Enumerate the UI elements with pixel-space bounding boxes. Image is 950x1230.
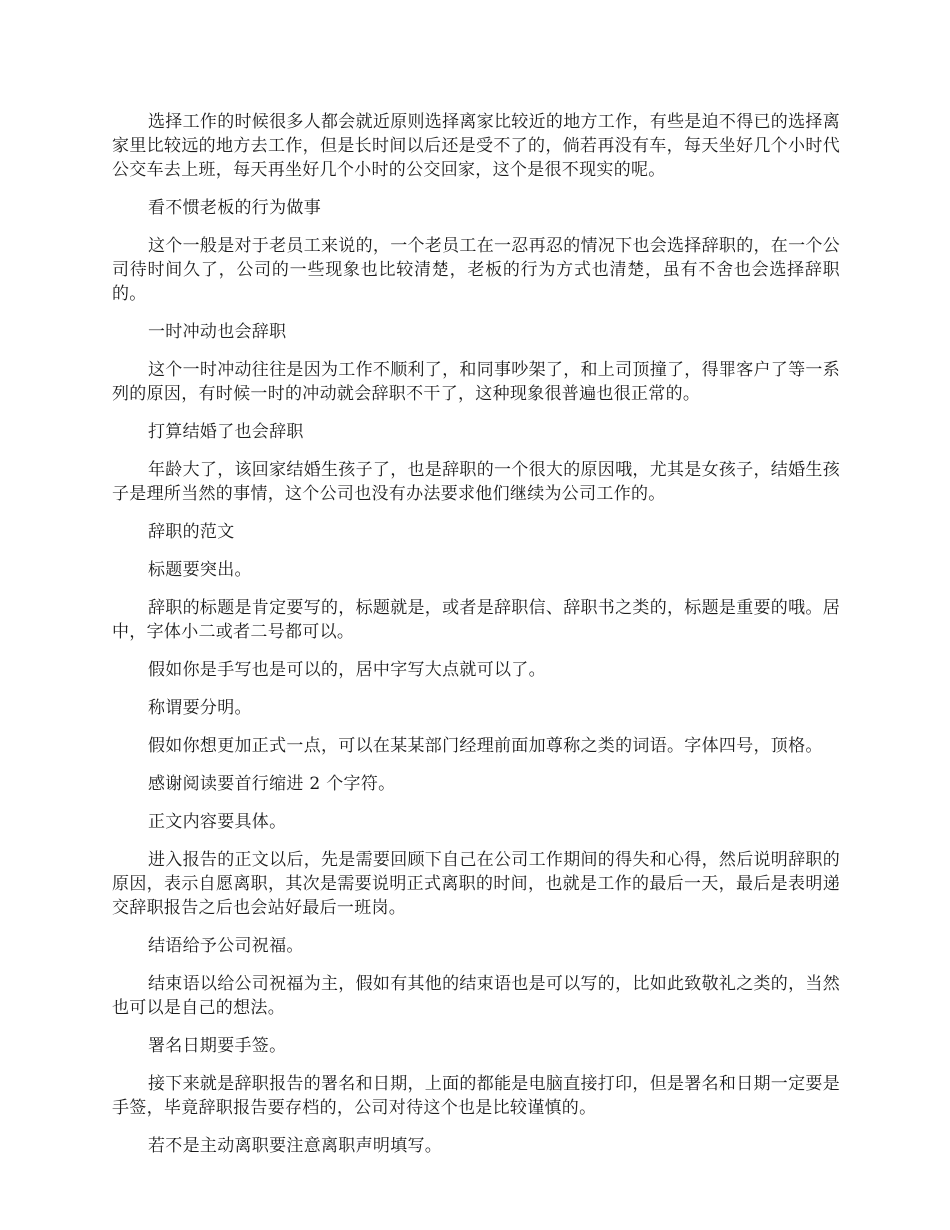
paragraph-commute: 选择工作的时候很多人都会就近原则选择离家比较近的地方工作，有些是迫不得已的选择离家里比较远的地方去工作，但是长时间以后还是受不了的，倘若再没有车，每天坐好几个小时代公交车去上班，每天再坐好几个小时的公交回家，这个是很不现实的呢。	[112, 112, 840, 180]
paragraph-signature: 接下来就是辞职报告的署名和日期，上面的都能是电脑直接打印，但是署名和日期一定要是手签，毕竟辞职报告要存档的，公司对待这个也是比较谨慎的。	[112, 1074, 840, 1118]
paragraph-closing: 结束语以给公司祝福为主，假如有其他的结束语也是可以写的，比如此致敬礼之类的，当然也可以是自己的想法。	[112, 974, 840, 1018]
heading-boss-behavior: 看不惯老板的行为做事	[148, 198, 321, 218]
heading-sample: 辞职的范文	[148, 522, 235, 542]
heading-closing: 结语给予公司祝福。	[148, 936, 304, 956]
document-body	[112, 110, 840, 1172]
paragraph-boss-behavior: 这个一般是对于老员工来说的，一个老员工在一忍再忍的情况下也会选择辞职的，在一个公司待时间久了，公司的一些现象也比较清楚，老板的行为方式也清楚，虽有不舍也会选择辞职的。	[112, 236, 840, 304]
heading-body-content: 正文内容要具体。	[148, 812, 287, 832]
heading-involuntary: 若不是主动离职要注意离职声明填写。	[148, 1136, 443, 1156]
paragraph-marriage: 年龄大了，该回家结婚生孩子了，也是辞职的一个很大的原因哦，尤其是女孩子，结婚生孩子是理所当然的事情，这个公司也没有办法要求他们继续为公司工作的。	[112, 460, 840, 504]
paragraph-handwritten: 假如你是手写也是可以的，居中字写大点就可以了。	[148, 660, 546, 680]
heading-title-tip: 标题要突出。	[148, 560, 252, 580]
paragraph-indent: 感谢阅读要首行缩进 2 个字符。	[148, 774, 396, 794]
heading-marriage: 打算结婚了也会辞职	[148, 422, 304, 442]
heading-impulse: 一时冲动也会辞职	[148, 322, 287, 342]
paragraph-impulse: 这个一时冲动往往是因为工作不顺利了，和同事吵架了，和上司顶撞了，得罪客户了等一系列的原因，有时候一时的冲动就会辞职不干了，这种现象很普遍也很正常的。	[112, 360, 840, 404]
heading-salutation: 称谓要分明。	[148, 698, 252, 718]
paragraph-body-content: 进入报告的正文以后，先是需要回顾下自己在公司工作期间的得失和心得，然后说明辞职的原因，表示自愿离职，其次是需要说明正式离职的时间，也就是工作的最后一天，最后是表明递交辞职报告之后也会站好最后一班岗。	[112, 850, 840, 918]
paragraph-salutation: 假如你想更加正式一点，可以在某某部门经理前面加尊称之类的词语。字体四号，顶格。	[148, 736, 823, 756]
heading-signature: 署名日期要手签。	[148, 1036, 287, 1056]
paragraph-title-tip: 辞职的标题是肯定要写的，标题就是，或者是辞职信、辞职书之类的，标题是重要的哦。居中，字体小二或者二号都可以。	[112, 598, 840, 642]
